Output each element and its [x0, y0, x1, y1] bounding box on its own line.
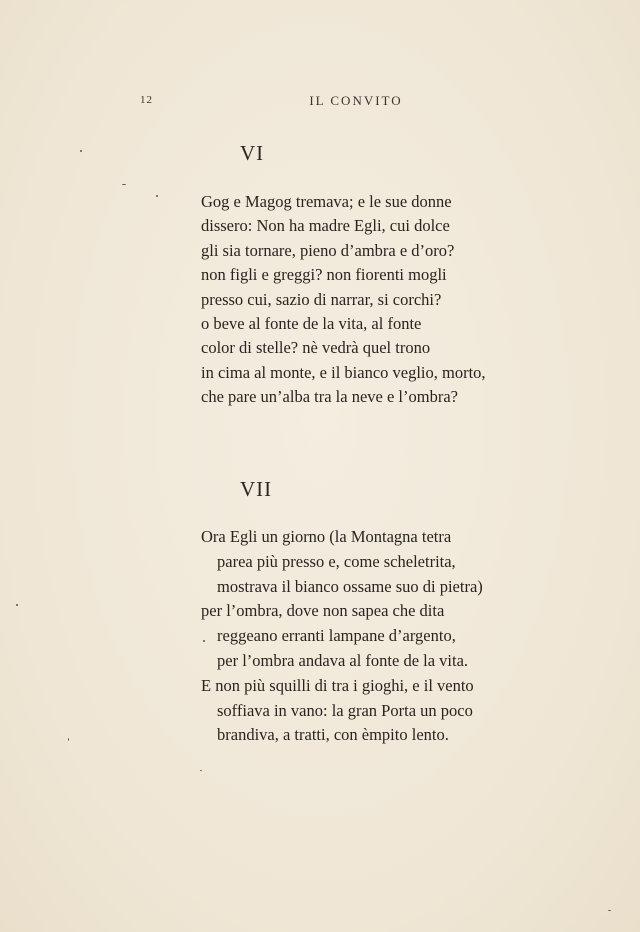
verse-line: dissero: Non ha madre Egli, cui dolce [201, 216, 450, 236]
paper-speck [200, 770, 202, 771]
stanza-vii [201, 525, 483, 748]
verse-line: presso cui, sazio di narrar, si corchi? [201, 289, 442, 309]
page-number: 12 [140, 94, 153, 106]
verse-line: per l’ombra, dove non sapea che dita [201, 601, 445, 621]
paper-speck [80, 150, 82, 152]
verse-line: parea più presso e, come scheletrita, [217, 551, 456, 571]
paper-speck [156, 195, 158, 197]
paper-speck [608, 910, 611, 911]
verse-line: Gog e Magog tremava; e le sue donne [201, 192, 452, 211]
paper-speck [68, 738, 69, 741]
verse-line: brandiva, a tratti, con èmpito lento. [217, 725, 449, 745]
section-heading-vii: VII [240, 477, 273, 501]
verse-line: che pare un’alba tra la neve e l’ombra? [201, 387, 458, 407]
stanza-vi [201, 190, 486, 410]
verse-line: reggeano erranti lampane d’argento, [217, 626, 456, 646]
running-title: IL CONVITO [309, 93, 403, 108]
verse-line: Ora Egli un giorno (la Montagna tetra [201, 527, 452, 546]
verse-line: per l’ombra andava al fonte de la vita. [217, 650, 469, 670]
verse-line: non figli e greggi? non fiorenti mogli [201, 265, 447, 285]
section-heading-vi: VI [240, 141, 265, 165]
paper-speck [203, 640, 205, 642]
verse-line: o beve al fonte de la vita, al fonte [201, 314, 422, 334]
verse-line: soffiava in vano: la gran Porta un poco [217, 700, 473, 720]
verse-line: E non più squilli di tra i gioghi, e il vento [201, 675, 474, 695]
paper-speck [16, 604, 18, 606]
verse-line: gli sia tornare, pieno d’ambra e d’oro? [201, 240, 455, 260]
verse-line: mostrava il bianco ossame suo di pietra) [217, 576, 483, 596]
verse-line: color di stelle? nè vedrà quel trono [201, 338, 431, 358]
verse-line: in cima al monte, e il bianco veglio, morto, [201, 362, 486, 382]
paper-speck [122, 184, 126, 185]
